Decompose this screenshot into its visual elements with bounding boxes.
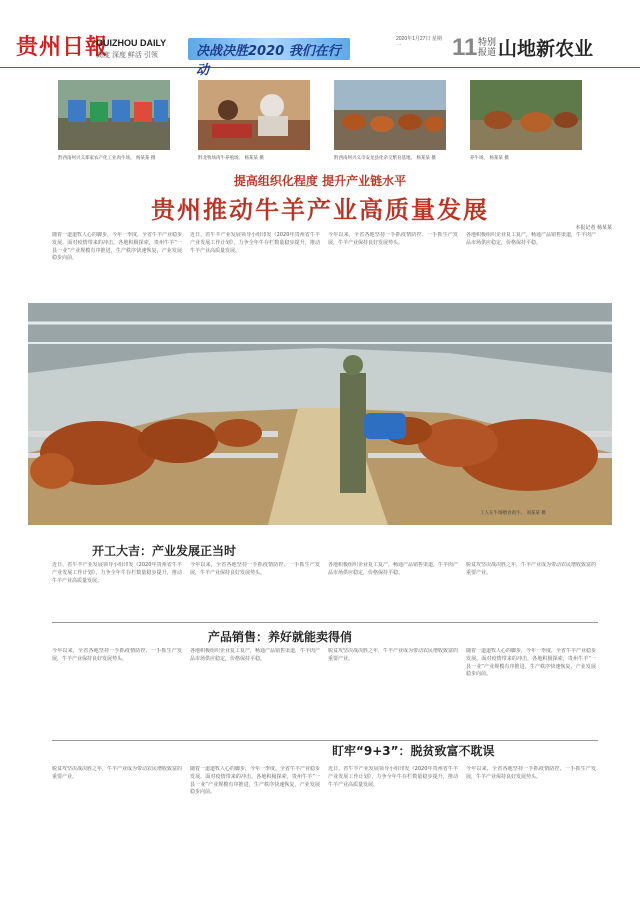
divider-2	[52, 740, 598, 741]
photo-3-caption-text: 黔西南州兴义市安龙县化杂交繁育基地。	[334, 156, 415, 161]
section-2-column-1: 今年以来，全省各地坚持一手抓疫情防控、一手抓生产发展，牛羊产业保持良好发展势头。	[52, 648, 182, 662]
photo-1-caption-text: 黔西南州兴义郑家农产化工业肉牛场。	[58, 156, 135, 161]
article-headline: 贵州推动牛羊产业高质量发展	[151, 196, 489, 224]
intro-column-1: 随着一道道牧人心的脚步，今年一季度，全省牛羊产业稳步发展。面对疫情带来的冲击，各地积极探索，贵州牛羊“一县一业”产业规模有序推进，生产秩序快速恢复，产业发展稳步向前。	[52, 232, 182, 262]
newspaper-logo: 贵州日報	[16, 34, 109, 60]
page-number: 11	[452, 34, 478, 61]
section-1-column-4: 脱贫攻坚决战决胜之年，牛羊产业成为带动农民增收致富的重要产业。	[466, 562, 596, 576]
newspaper-logo-en: GUIZHOU DAILY	[96, 38, 167, 48]
photo-3	[334, 80, 446, 150]
photo-4-image	[470, 80, 582, 150]
photo-3-credit: 杨某某 摄	[416, 156, 436, 161]
section-1-column-2: 今年以来，全省各地坚持一手抓疫情防控、一手抓生产发展，牛羊产业保持良好发展势头。	[190, 562, 320, 576]
photo-2-image	[198, 80, 310, 150]
photo-2-credit: 杨某某 摄	[244, 156, 264, 161]
section-2-heading: 产品销售：养好就能卖得俏	[208, 630, 353, 644]
section-1-heading: 开工大吉：产业发展正当时	[92, 544, 237, 558]
photo-4	[470, 80, 582, 150]
article-byline: 本报记者 杨某某	[575, 225, 612, 231]
photo-1-credit: 杨某某 摄	[135, 156, 156, 161]
section-3-heading: 盯牢“9+3”：脱贫致富不耽误	[332, 744, 495, 758]
divider-1	[52, 622, 598, 623]
photo-1	[58, 80, 170, 150]
dateline: 2020年1月27日 星期一	[396, 36, 442, 49]
hero-photo-image	[28, 303, 612, 525]
photo-4-caption	[470, 155, 509, 161]
intro-column-4: 各地积极组织企业复工复产，畅通产品销售渠道，牛羊肉产品市场供应稳定，价格保持平稳。	[466, 232, 596, 246]
section-2-column-3: 脱贫攻坚决战决胜之年，牛羊产业成为带动农民增收致富的重要产业。	[328, 648, 458, 662]
photo-4-credit: 杨某某 摄	[489, 156, 509, 161]
section-1-column-3: 各地积极组织企业复工复产，畅通产品销售渠道，牛羊肉产品市场供应稳定，价格保持平稳。	[328, 562, 458, 576]
section-3-column-4: 今年以来，全省各地坚持一手抓疫情防控、一手抓生产发展，牛羊产业保持良好发展势头。	[466, 766, 596, 780]
section-3-column-3: 近日，省牛羊产业发展领导小组印发《2020年贵州省牛羊产业发展工作计划》，力争全年牛存栏数量稳步提升，推动牛羊产业高质量发展。	[328, 766, 458, 788]
photo-3-image	[334, 80, 446, 150]
photo-3-caption	[334, 155, 436, 161]
photo-2	[198, 80, 310, 150]
hero-caption	[480, 510, 600, 516]
photo-2-caption-text: 黔北牧场肉牛养殖场。	[198, 156, 243, 161]
intro-column-2: 近日，省牛羊产业发展领导小组印发《2020年贵州省牛羊产业发展工作计划》，力争全年牛存栏数量稳步提升，推动牛羊产业高质量发展。	[190, 232, 320, 254]
newspaper-slogan: 高度 深度 鲜活 引领	[96, 52, 158, 59]
photo-4-caption-text: 养牛场。	[470, 156, 488, 161]
hero-caption-text: 工人在牛场喂食肉牛。	[480, 511, 525, 516]
section-2-column-4: 随着一道道牧人心的脚步，今年一季度，全省牛羊产业稳步发展。面对疫情带来的冲击，各地积极探索，贵州牛羊“一县一业”产业规模有序推进，生产秩序快速恢复，产业发展稳步向前。	[466, 648, 596, 678]
special-report-label: 特别报道	[478, 38, 497, 58]
section-1-column-1: 近日，省牛羊产业发展领导小组印发《2020年贵州省牛羊产业发展工作计划》，力争全年牛存栏数量稳步提升，推动牛羊产业高质量发展。	[52, 562, 182, 584]
masthead	[0, 0, 640, 78]
section-3-column-2: 随着一道道牧人心的脚步，今年一季度，全省牛羊产业稳步发展。面对疫情带来的冲击，各地积极探索，贵州牛羊“一县一业”产业规模有序推进，生产秩序快速恢复，产业发展稳步向前。	[190, 766, 320, 796]
photo-1-image	[58, 80, 170, 150]
photo-2-caption	[198, 155, 264, 161]
photo-1-caption	[58, 155, 155, 161]
campaign-banner	[188, 38, 350, 78]
section-3-column-1: 脱贫攻坚决战决胜之年，牛羊产业成为带动农民增收致富的重要产业。	[52, 766, 182, 780]
article-subhead: 提高组织化程度 提升产业链水平	[233, 174, 407, 188]
intro-column-3: 今年以来，全省各地坚持一手抓疫情防控、一手抓生产发展，牛羊产业保持良好发展势头。	[328, 232, 458, 246]
campaign-banner-text: 决战决胜2020 我们在行动	[196, 44, 341, 78]
section-title: 山地新农业	[498, 38, 594, 60]
hero-credit: 刘某某 摄	[526, 511, 546, 516]
section-2-column-2: 各地积极组织企业复工复产，畅通产品销售渠道，牛羊肉产品市场供应稳定，价格保持平稳。	[190, 648, 320, 662]
hero-photo	[28, 303, 612, 525]
